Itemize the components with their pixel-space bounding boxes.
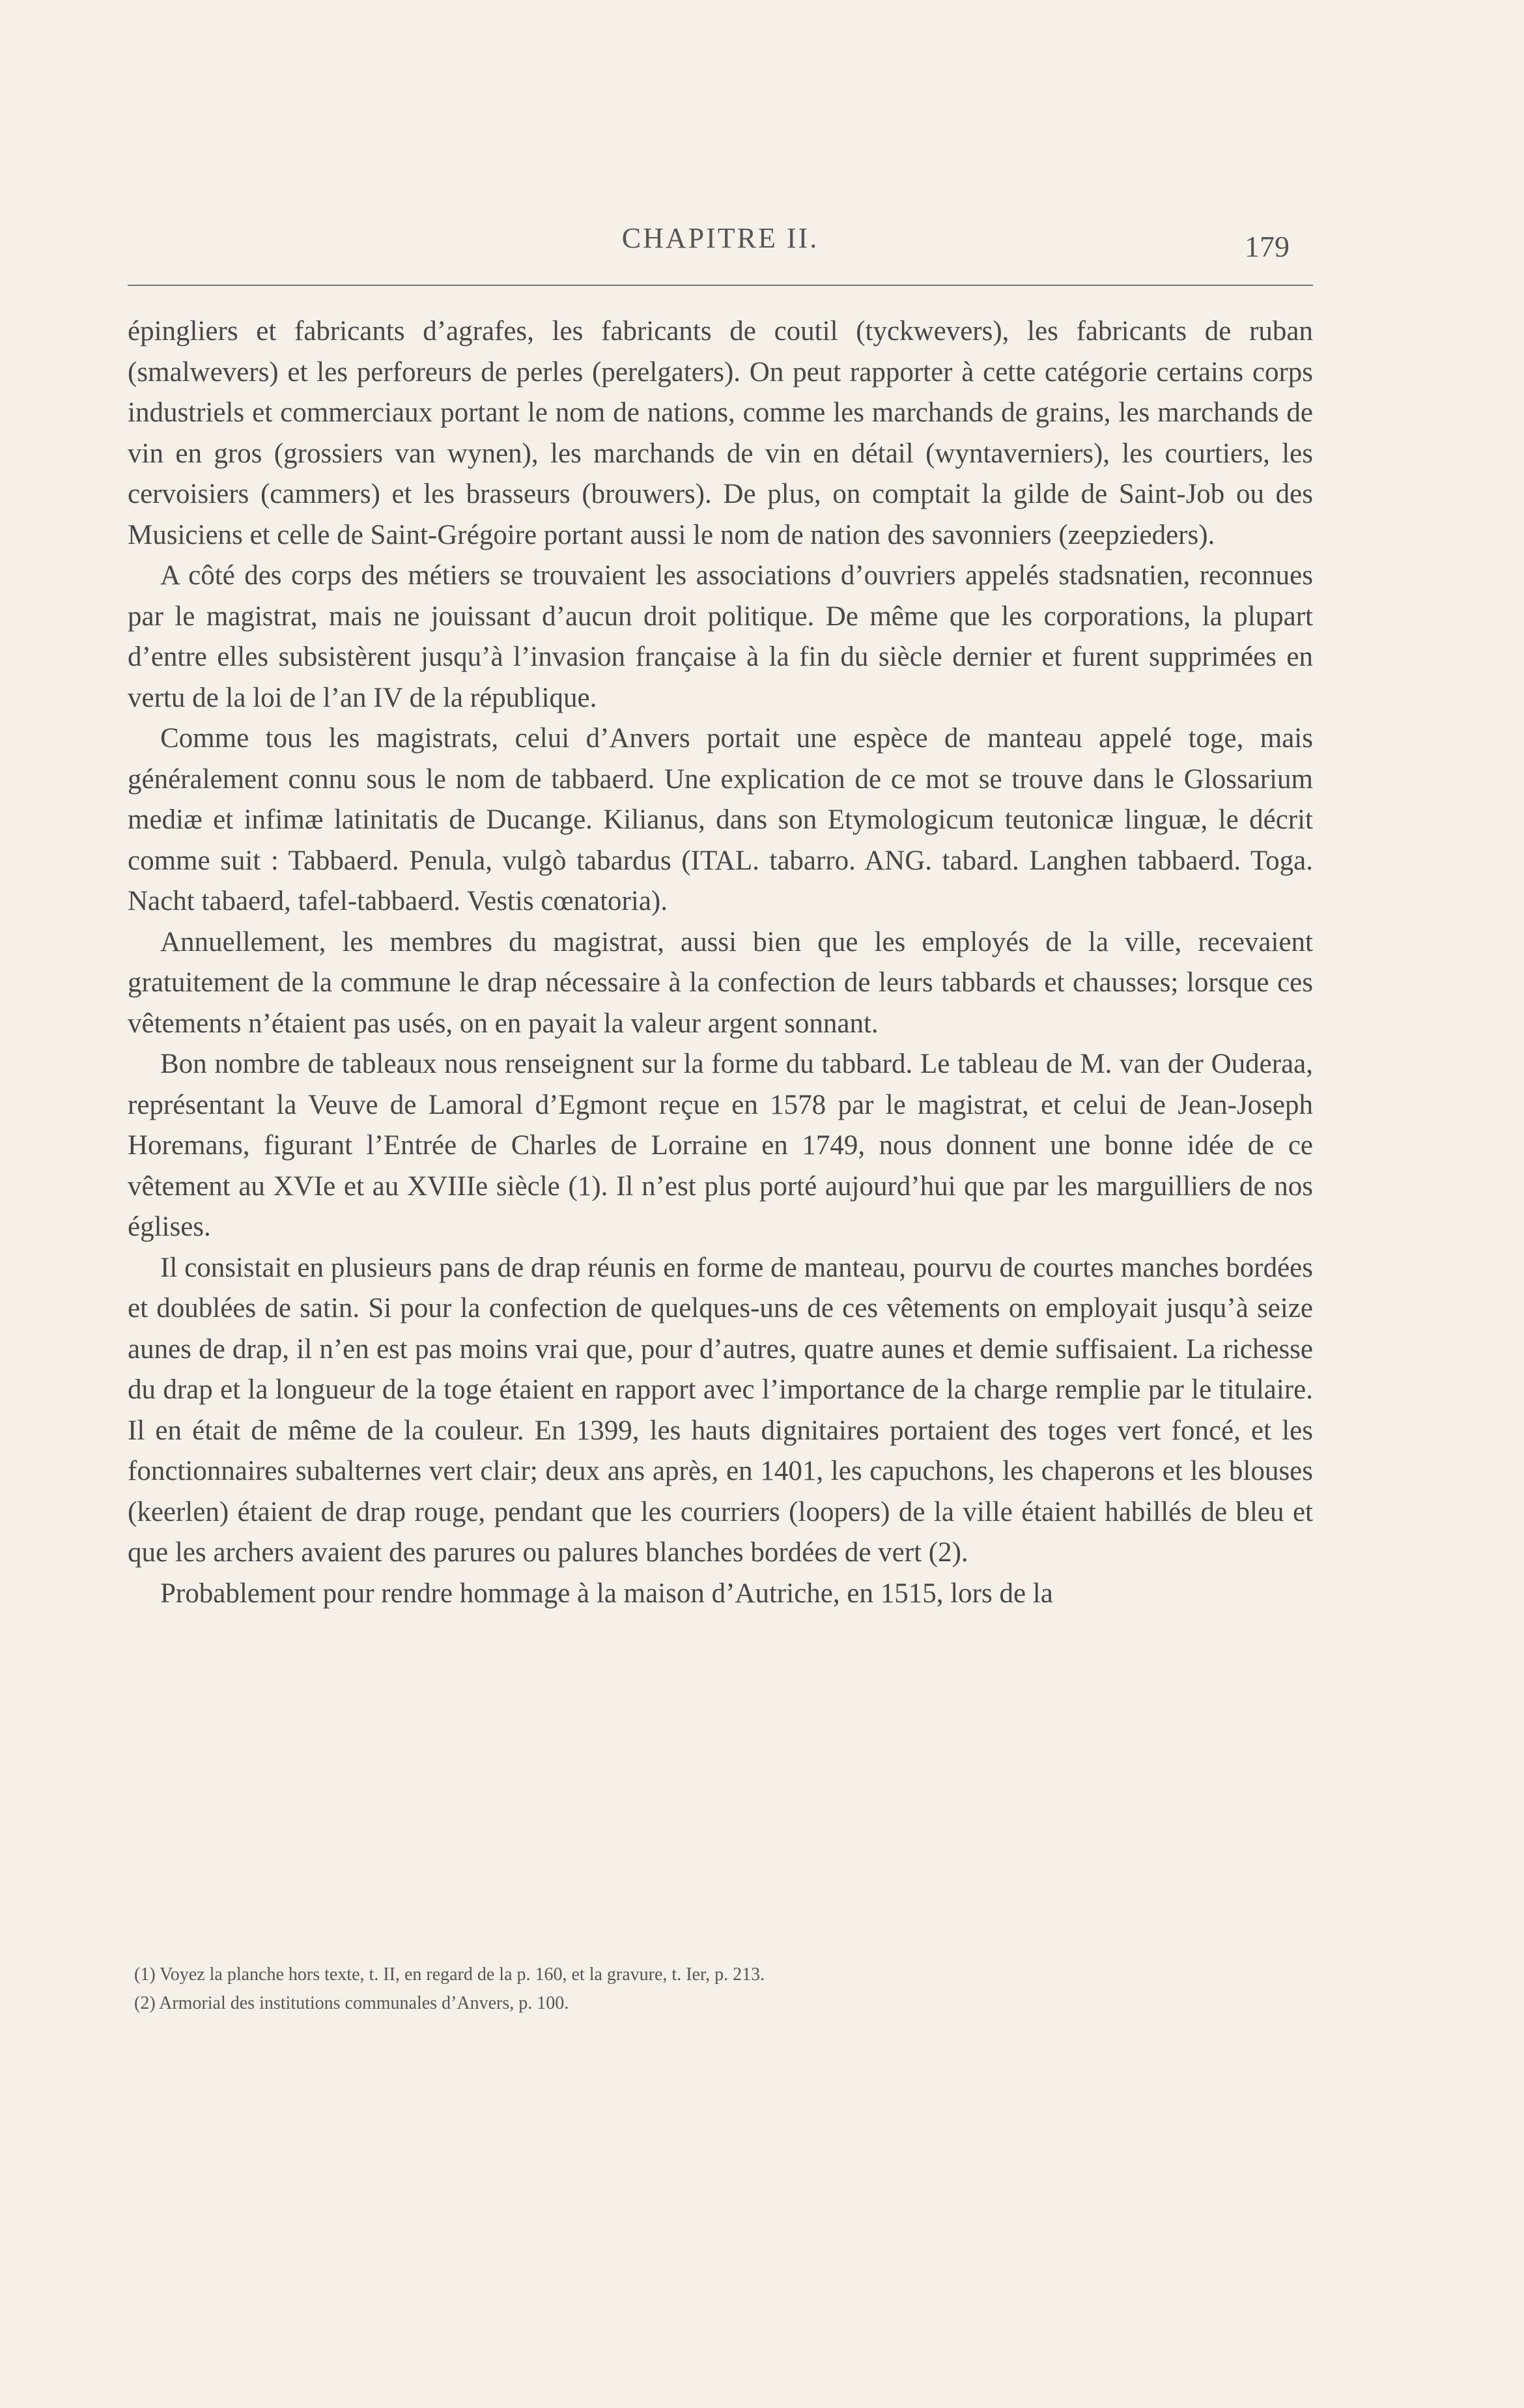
paragraph: Annuellement, les membres du magistrat, aussi bien que les employés de la ville, recevaient gratuitement de la commune le drap nécessaire à la confection de leurs tabbards et chausses; lorsque ces vêtements n’étaient pas usés, on en payait la valeur argent sonnant. <box>128 926 1313 1039</box>
footnotes <box>128 1961 1313 2018</box>
footnote: (2) Armorial des institutions communales d’Anvers, p. 100. <box>134 1993 569 2013</box>
paragraph: épingliers et fabricants d’agrafes, les fabricants de coutil (tyckwevers), les fabricants de ruban (smalwevers) et les perforeurs de perles (perelgaters). On peut rapporter à cette catégorie certains corps industriels et commerciaux portant le nom de nations, comme les marchands de grains, les marchands de vin en gros (grossiers van wynen), les marchands de vin en détail (wyntaverniers), les courtiers, les cervoisiers (cammers) et les brasseurs (brouwers). De plus, on comptait la gilde de Saint-Job ou des Musiciens et celle de Saint-Grégoire portant aussi le nom de nation des savonniers (zeepzieders). <box>128 316 1313 550</box>
footnote: (1) Voyez la planche hors texte, t. II, en regard de la p. 160, et la gravure, t. Ier, p. 213. <box>134 1964 765 1985</box>
running-head <box>128 221 1313 280</box>
chapter-title: CHAPITRE II. <box>621 222 819 254</box>
paragraph: Probablement pour rendre hommage à la maison d’Autriche, en 1515, lors de la <box>160 1578 1053 1609</box>
header-rule <box>128 285 1313 286</box>
paragraph: Bon nombre de tableaux nous renseignent sur la forme du tabbard. Le tableau de M. van der Ouderaa, représentant la Veuve de Lamoral d’Egmont reçue en 1578 par le magistrat, et celui de Jean-Joseph Horemans, figurant l’Entrée de Charles de Lorraine en 1749, nous donnent une bonne idée de ce vêtement au XVIe et au XVIIIe siècle (1). Il n’est plus porté aujourd’hui que par les marguilliers de nos églises. <box>128 1049 1313 1242</box>
paragraph: A côté des corps des métiers se trouvaient les associations d’ouvriers appelés stadsnatien, reconnues par le magistrat, mais ne jouissant d’aucun droit politique. De même que les corporations, la plupart d’entre elles subsistèrent jusqu’à l’invasion française à la fin du siècle dernier et furent supprimées en vertu de la loi de l’an IV de la république. <box>128 560 1313 713</box>
body-text <box>128 311 1313 1614</box>
paragraph: Il consistait en plusieurs pans de drap réunis en forme de manteau, pourvu de courtes manches bordées et doublées de satin. Si pour la confection de quelques-uns de ces vêtements on employait jusqu’à seize aunes de drap, il n’en est pas moins vrai que, pour d’autres, quatre aunes et demie suffisaient. La richesse du drap et la longueur de la toge étaient en rapport avec l’importance de la charge remplie par le titulaire. Il en était de même de la couleur. En 1399, les hauts dignitaires portaient des toges vert foncé, et les fonctionnaires subalternes vert clair; deux ans après, en 1401, les capuchons, les chaperons et les blouses (keerlen) étaient de drap rouge, pendant que les courriers (loopers) de la ville étaient habillés de bleu et que les archers avaient des parures ou palures blanches bordées de vert (2). <box>128 1252 1313 1568</box>
paragraph: Comme tous les magistrats, celui d’Anvers portait une espèce de manteau appelé toge, mais généralement connu sous le nom de tabbaerd. Une explication de ce mot se trouve dans le Glossarium mediæ et infimæ latinitatis de Ducange. Kilianus, dans son Etymologicum teutonicæ linguæ, le décrit comme suit : Tabbaerd. Penula, vulgò tabardus (ITAL. tabarro. ANG. tabard. Langhen tabbaerd. Toga. Nacht tabaerd, tafel-tabbaerd. Vestis cœnatoria). <box>128 723 1313 916</box>
page-number: 179 <box>1245 230 1290 263</box>
